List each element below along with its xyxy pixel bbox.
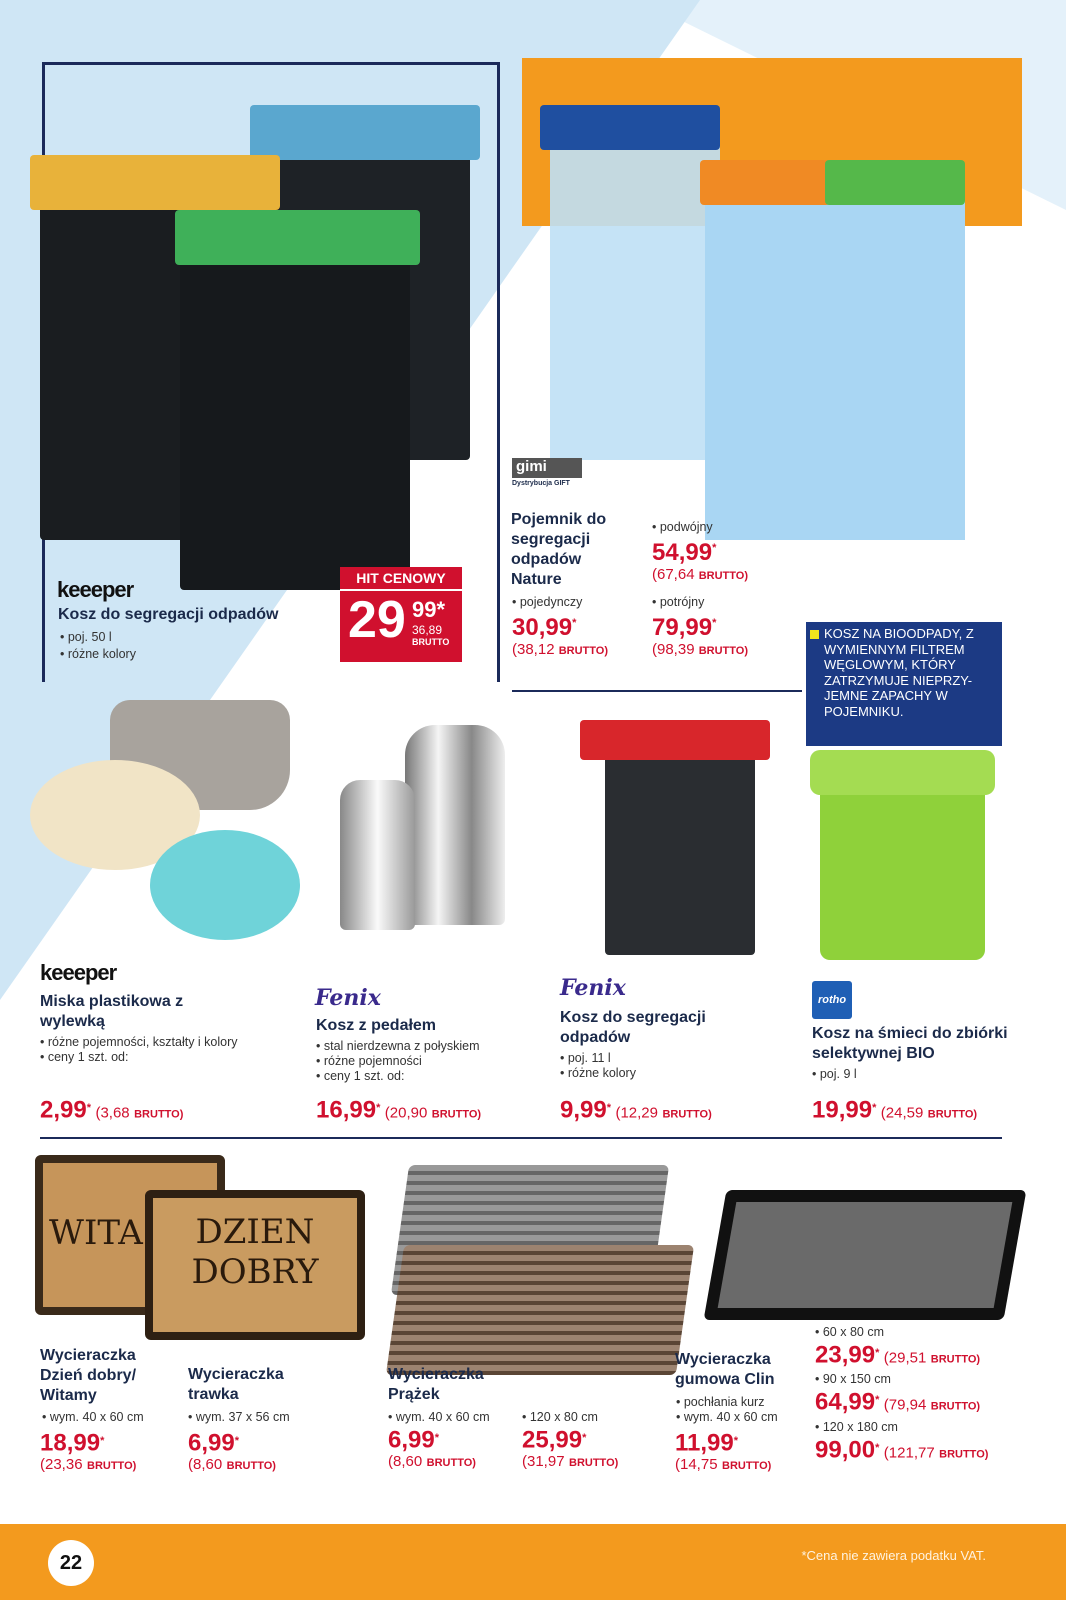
product-name: Kosz do segregacji odpadów [58, 606, 279, 623]
price-integer: 29 [348, 591, 406, 649]
product-bullets: • stal nierdzewna z połyskiem • różne pojemności • ceny 1 szt. od: [316, 1039, 480, 1083]
product-info [560, 1008, 760, 1081]
price-block: 2,99* (3,68 BRUTTO) [40, 1096, 184, 1124]
product-image-mat-witamy: WITA [35, 1155, 225, 1315]
product-bullets: • poj. 11 l • różne kolory [560, 1051, 636, 1080]
brand-logo-keeeper: keeeper [57, 577, 134, 602]
vat-note: *Cena nie zawiera podatku VAT. [801, 1548, 986, 1563]
variant: • wym. 40 x 60 cm 6,99* (8,60 BRUTTO) [388, 1410, 490, 1471]
brand-logo-keeeper: keeeper [40, 960, 117, 985]
product-name: Wycieraczka gumowa Clin [675, 1351, 775, 1388]
bullet-square-icon [810, 630, 819, 639]
product-bullet: • wym. 40 x 60 cm [42, 1410, 144, 1424]
product-image-mat-clin [704, 1190, 1027, 1320]
product-bullets: • poj. 9 l [812, 1067, 857, 1081]
product-bullet: • różne kolory [60, 647, 136, 661]
page-number: 22 [48, 1540, 94, 1586]
product-image-bio-bin [810, 750, 1010, 970]
brand-logo-rotho: rotho [812, 981, 852, 1019]
info-box [806, 622, 1002, 746]
product-name: Kosz na śmieci do zbiórki selektywnej BIO [812, 1025, 1008, 1062]
brutto-label: BRUTTO [412, 637, 450, 647]
hit-price-badge [340, 567, 462, 662]
variant-label: • potrójny [652, 595, 705, 609]
variant-label: • 60 x 80 cm [815, 1325, 884, 1339]
product-image-mat-brown [386, 1245, 694, 1375]
product-image-bowls [30, 700, 310, 960]
brand-sub: Dystrybucja GIFT [512, 480, 570, 487]
product-name: Wycieraczka Prążek [388, 1366, 484, 1403]
brutto-price: (67,64 BRUTTO) [652, 566, 749, 583]
brutto-price: 36,89 [412, 623, 443, 637]
divider [512, 690, 802, 692]
product-name: Wycieraczka Dzień dobry/ Witamy [40, 1347, 137, 1404]
badge-label: HIT CENOWY [340, 567, 462, 591]
product-info [40, 992, 240, 1065]
variant-pojedynczy [512, 595, 608, 658]
product-image-mat-dzien-dobry: DZIEN DOBRY [145, 1190, 365, 1340]
brutto-price: (38,12 BRUTTO) [512, 641, 609, 658]
divider [40, 1137, 1002, 1139]
product-info [812, 1024, 1057, 1082]
product-image-pedal-bins [340, 725, 520, 945]
brand-logo-fenix: Fenix [560, 975, 626, 1001]
brand-logo-fenix: Fenix [315, 985, 381, 1011]
variant-potrojny [652, 595, 748, 658]
price-block: 16,99* (20,90 BRUTTO) [316, 1096, 482, 1124]
product-name: Kosz z pedałem [316, 1017, 437, 1034]
product-image-bin-red-lid [580, 720, 780, 960]
product-name: Kosz do segregacji odpadów [560, 1009, 706, 1046]
product-bullet: • wym. 37 x 56 cm [188, 1410, 290, 1424]
price: 30,99* [512, 614, 577, 641]
variant-label: • 90 x 150 cm [815, 1372, 891, 1387]
price-block: 18,99* (23,36 BRUTTO) [40, 1429, 137, 1474]
price-block: 9,99* (12,29 BRUTTO) [560, 1096, 712, 1124]
product-bullet: • poj. 50 l [60, 630, 112, 644]
product-name: Miska plastikowa z wylewką [40, 993, 184, 1030]
variant: • 120 x 80 cm 25,99* (31,97 BRUTTO) [522, 1410, 619, 1471]
brutto-price: (98,39 BRUTTO) [652, 641, 749, 658]
product-name: Wycieraczka trawka [188, 1366, 284, 1403]
product-name: Pojemnik do segregacji odpadów Nature [511, 511, 607, 588]
price: 54,99* [652, 539, 717, 566]
variant-label: • 120 x 180 cm [815, 1419, 898, 1434]
product-image-bins [30, 100, 490, 560]
brand-logo-gimi: gimi [512, 458, 582, 478]
price-block: 11,99* (14,75 BRUTTO) [675, 1429, 772, 1474]
variant-label: • podwójny [652, 520, 713, 534]
price: 79,99* [652, 614, 717, 641]
product-bullets: • pochłania kurz • wym. 40 x 60 cm [676, 1395, 778, 1424]
product-info [316, 1016, 546, 1084]
price-cents: 99* [412, 597, 446, 622]
variant-podwojny [652, 520, 748, 583]
price-block: 6,99* (8,60 BRUTTO) [188, 1429, 276, 1474]
product-image-stands [540, 100, 1020, 560]
info-text: KOSZ NA BIOODPADY, Z WYMIENNYM FILTREM WĘGLOWYM, KTÓRY ZATRZYMUJE NIEPRZY-JEMNE ZAPACHY W POJEMNIKU. [824, 626, 974, 719]
price-block: 19,99* (24,59 BRUTTO) [812, 1096, 978, 1124]
product-bullets: • różne pojemności, kształty i kolory • ceny 1 szt. od: [40, 1035, 238, 1064]
clin-variants: • 60 x 80 cm 23,99* (29,51 BRUTTO) • 90 x 150 cm 64,99* (79,94 BRUTTO) • 120 x 180 cm 99,00* (121,77 BRUTTO) [815, 1325, 989, 1463]
variant-label: • pojedynczy [512, 595, 583, 609]
